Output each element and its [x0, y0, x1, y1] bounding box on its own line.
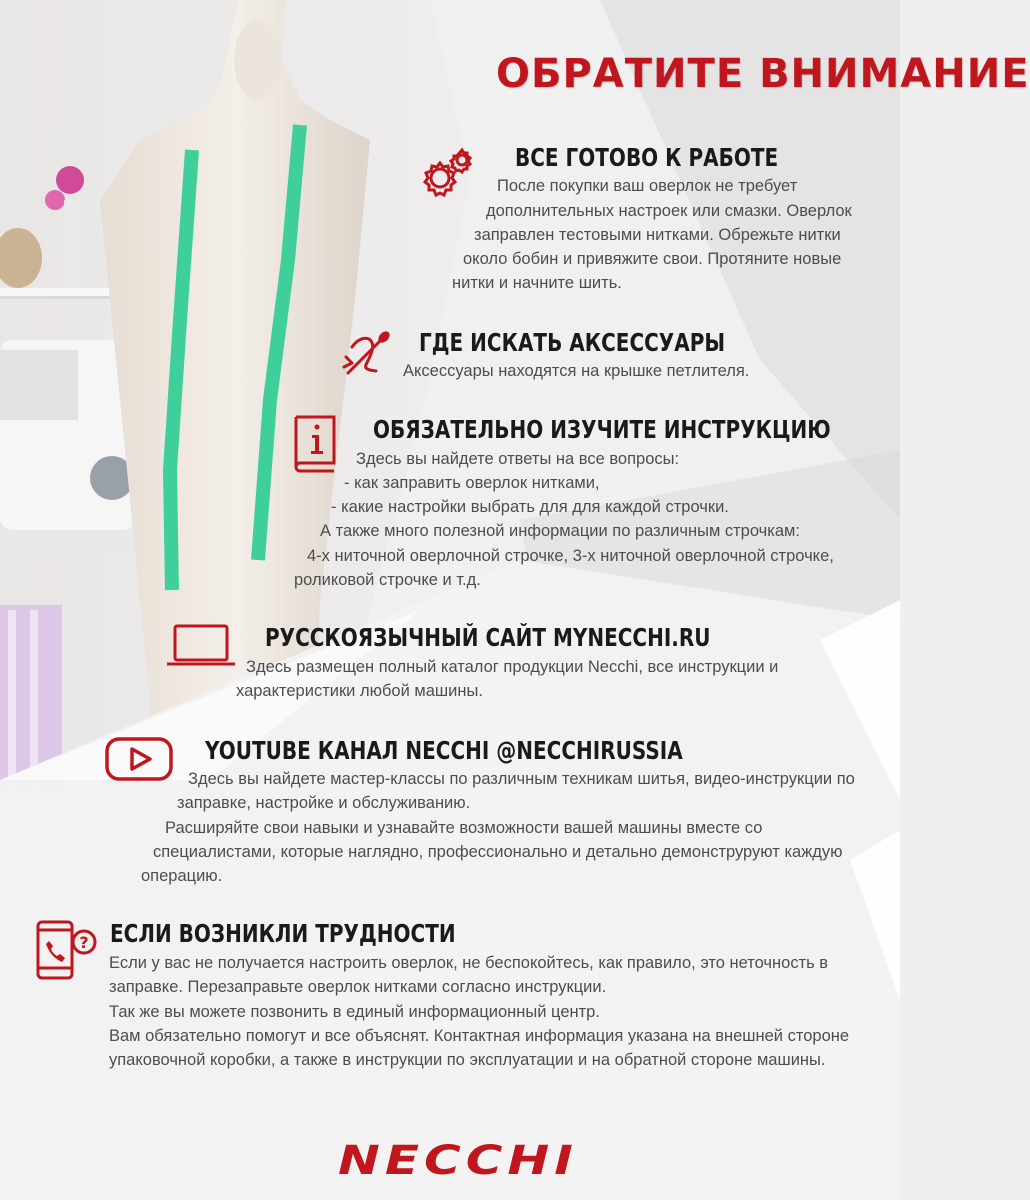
section-text-line: - какие настройки выбрать для для каждой строчки.	[331, 498, 729, 516]
section-text-line: Здесь вы найдете мастер-классы по различным техникам шитья, видео-инструкции по	[188, 770, 855, 788]
section-text-line: характеристики любой машины.	[236, 682, 483, 700]
section-text-line: дополнительных настроек или смазки. Оверлок	[486, 202, 852, 220]
section-text-line: заправке, настройке и обслуживанию.	[177, 794, 471, 812]
section-text-line: Здесь вы найдете ответы на все вопросы:	[356, 450, 680, 468]
page-title: ОБРАТИТЕ ВНИМАНИЕ	[496, 51, 1030, 97]
section-text-line: нитки и начните шить.	[452, 274, 622, 292]
section-text-line: упаковочной коробки, а также в инструкции по эксплуатации и на обратной стороне машины.	[109, 1051, 826, 1069]
section-text-line: Расширяйте свои навыки и узнавайте возможности вашей машины вместе со	[165, 819, 763, 837]
section-text-line: специалистами, которые наглядно, профессионально и детально демонструруют каждую	[153, 843, 843, 861]
section-text-line: Вам обязательно помогут и все объяснят. Контактная информация указана на внешней стороне	[109, 1027, 850, 1045]
section-text-line: Аксессуары находятся на крышке петлителя.	[403, 362, 750, 380]
section-text-line: Так же вы можете позвонить в единый информационный центр.	[109, 1003, 600, 1021]
section-text-line: заправке. Перезаправьте оверлок нитками согласно инструкции.	[109, 978, 607, 996]
section-text-line: операцию.	[141, 867, 223, 885]
info-book-icon	[290, 413, 340, 475]
section-text-line: около бобин и привяжите свои. Протяните новые	[463, 250, 842, 268]
section-text-line: А также много полезной информации по различным строчкам:	[320, 522, 800, 540]
section-text-line: роликовой строчке и т.д.	[294, 571, 481, 589]
section-text-line: Здесь размещен полный каталог продукции Necchi, все инструкции и	[246, 658, 779, 676]
section-heading: ГДЕ ИСКАТЬ АКСЕССУАРЫ	[419, 328, 726, 357]
section-heading: ЕСЛИ ВОЗНИКЛИ ТРУДНОСТИ	[110, 919, 456, 948]
svg-text:?: ?	[79, 933, 89, 952]
section-text-line: 4-х ниточной оверлочной строчке, 3-х ниточной оверлочной строчке,	[307, 547, 834, 565]
needle-thread-icon	[342, 327, 394, 379]
section-heading: РУССКОЯЗЫЧНЫЙ САЙТ MYNECCHI.RU	[265, 623, 711, 652]
youtube-play-icon	[104, 736, 174, 782]
section-heading: YOUTUBE КАНАЛ NECCHI @NECCHIRUSSIA	[205, 736, 683, 765]
section-text-line: После покупки ваш оверлок не требует	[497, 177, 798, 195]
section-text-line: - как заправить оверлок нитками,	[344, 474, 600, 492]
section-heading: ОБЯЗАТЕЛЬНО ИЗУЧИТЕ ИНСТРУКЦИЮ	[373, 415, 831, 444]
laptop-icon	[165, 622, 237, 670]
section-text-line: заправлен тестовыми нитками. Обрежьте нитки	[474, 226, 841, 244]
necchi-logo: NECCHI	[338, 1138, 578, 1184]
section-text-line: Если у вас не получается настроить оверлок, не беспокойтесь, как правило, это неточность в	[109, 954, 829, 972]
section-heading: ВСЕ ГОТОВО К РАБОТЕ	[515, 143, 779, 172]
gears-icon	[420, 146, 478, 200]
phone-question-icon	[34, 918, 98, 982]
